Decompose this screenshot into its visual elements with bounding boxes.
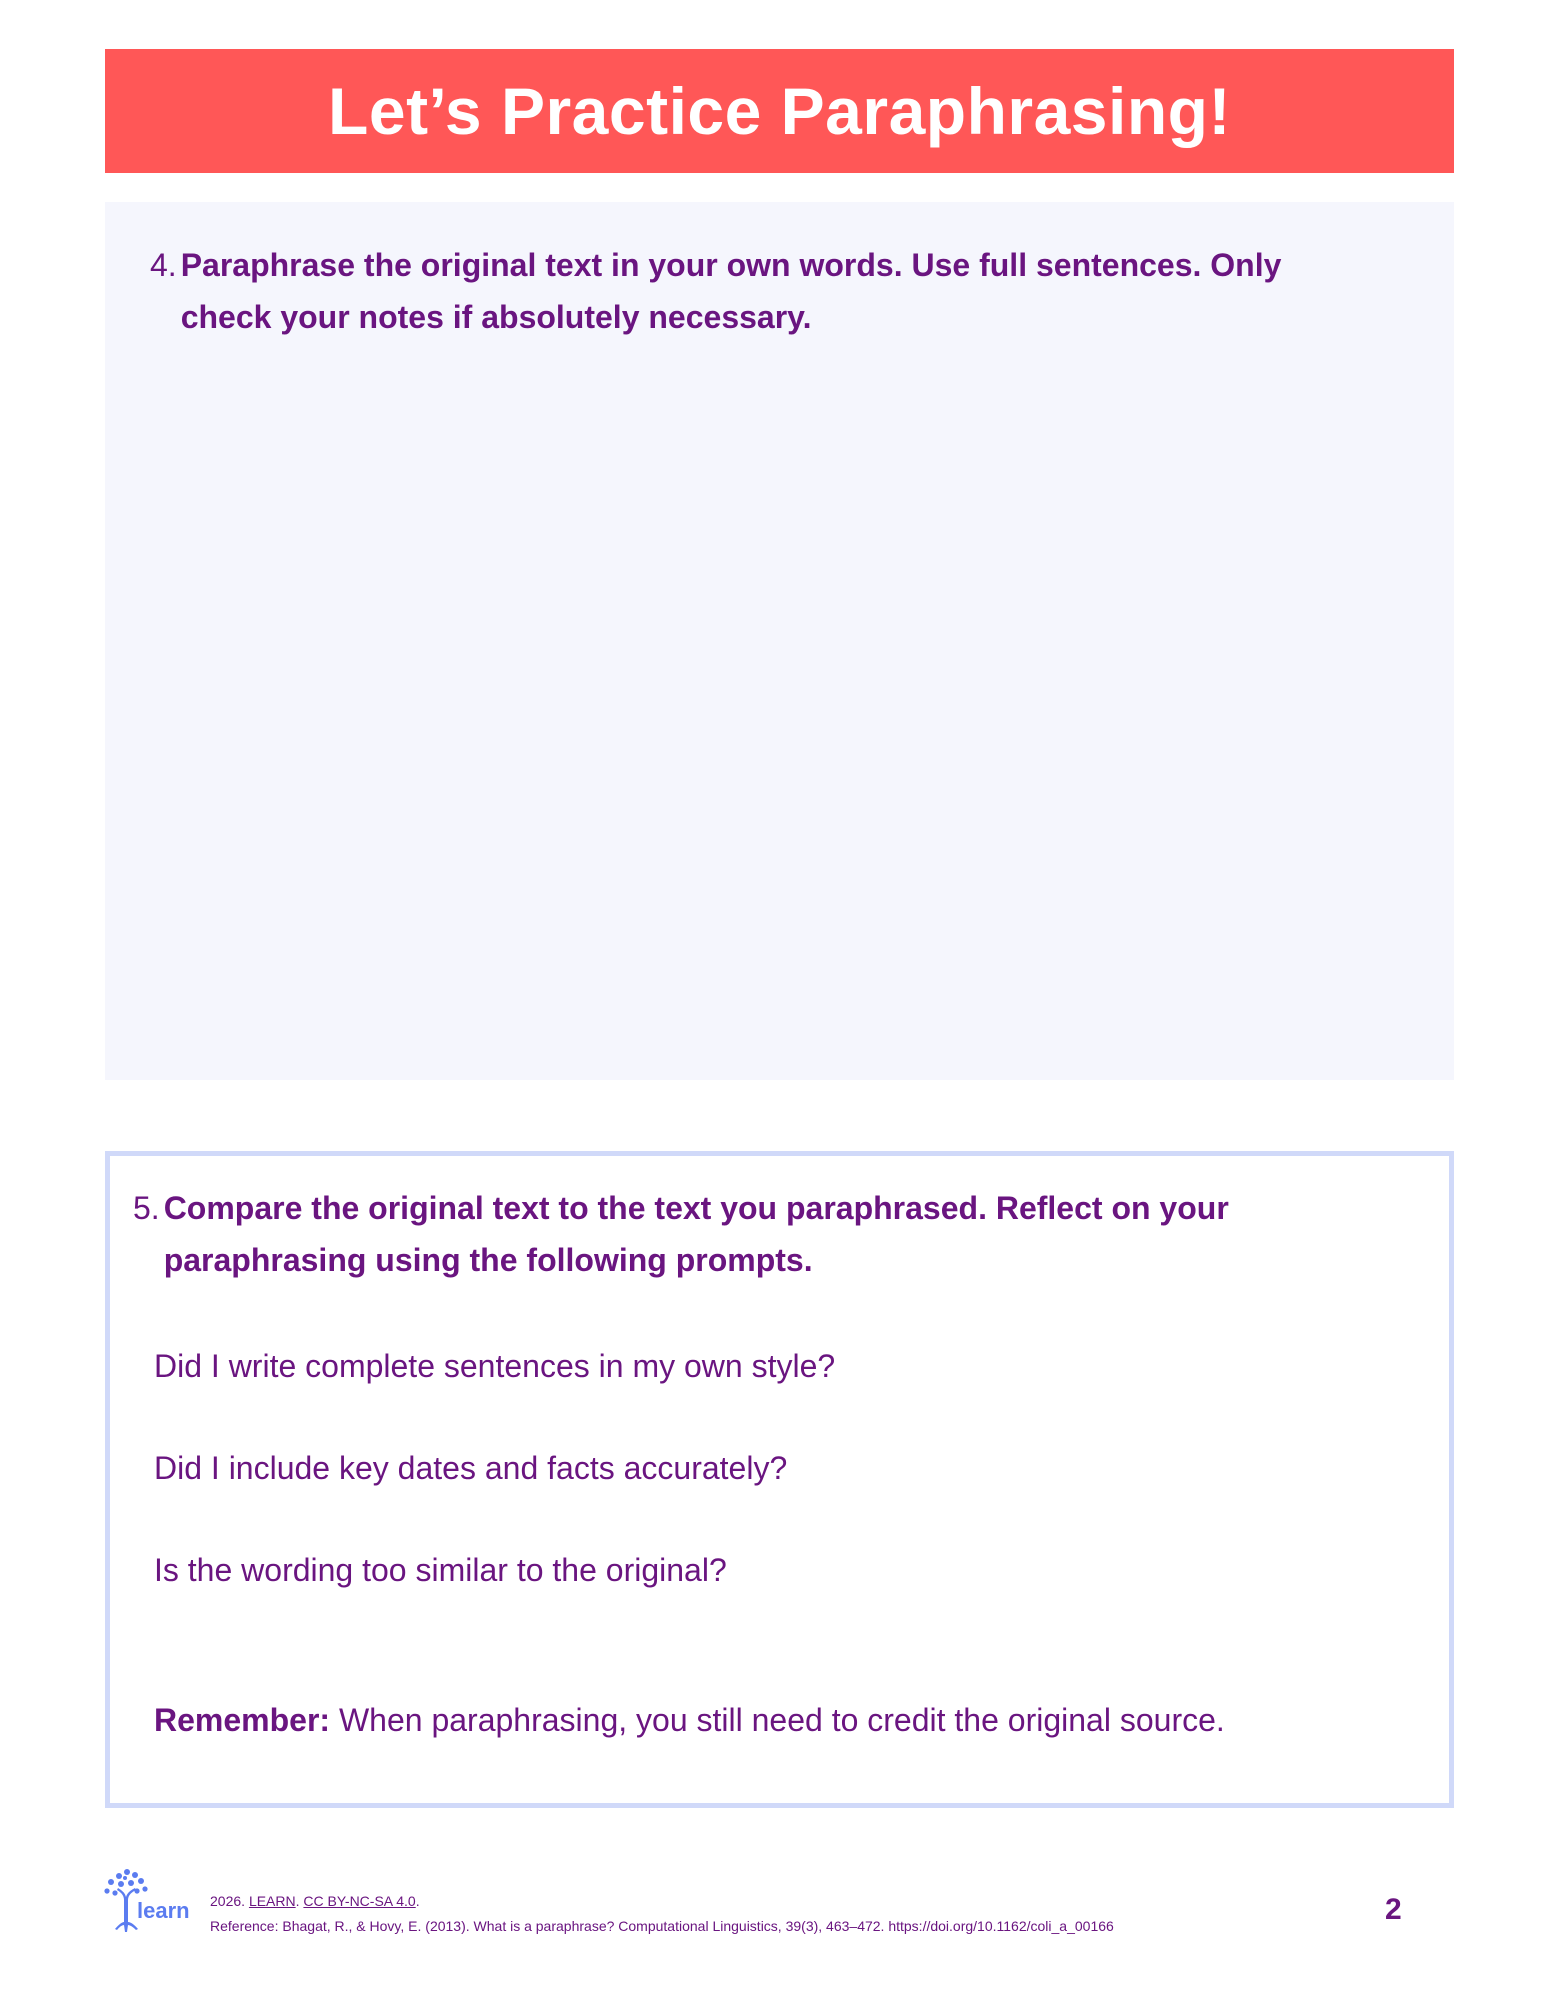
title-banner [105,49,1454,173]
question-4-number: 4. [150,247,177,283]
remember-text: When paraphrasing, you still need to credit the original source. [330,1702,1225,1738]
learn-logo [97,1866,193,1936]
reference-line: Reference: Bhagat, R., & Hovy, E. (2013). What is a paraphrase? Computational Linguistics, 39(3), 463–472. https://doi.org/10.1162/coli_a_00166 [210,1918,1114,1934]
reflection-prompt-1: Did I write complete sentences in my own style? [154,1348,836,1384]
learn-link[interactable]: LEARN [248,1893,296,1909]
footer-credits [210,1889,1114,1939]
remember-label: Remember: [154,1702,331,1738]
question-5 [133,1182,1333,1286]
question-5-text: Compare the original text to the text you paraphrased. Reflect on your paraphrasing using the following prompts. [163,1190,1229,1278]
copyright-year: 2026. [210,1893,249,1909]
copyright-line [210,1889,1114,1914]
separator-2: . [415,1893,420,1909]
reflection-prompt-2: Did I include key dates and facts accurately? [154,1450,788,1486]
question-4 [150,239,1350,343]
question-5-number: 5. [133,1190,160,1226]
remember-note [154,1702,1225,1739]
page-number: 2 [1385,1893,1402,1926]
separator-1: . [295,1893,304,1909]
question-4-text: Paraphrase the original text in your own words. Use full sentences. Only check your notes if absolutely necessary. [180,247,1282,335]
reflection-prompt-3: Is the wording too similar to the original? [154,1552,727,1588]
page-title: Let’s Practice Paraphrasing! [328,74,1231,148]
license-link[interactable]: CC BY-NC-SA 4.0 [303,1893,416,1909]
logo-wordmark: learn [137,1898,190,1923]
